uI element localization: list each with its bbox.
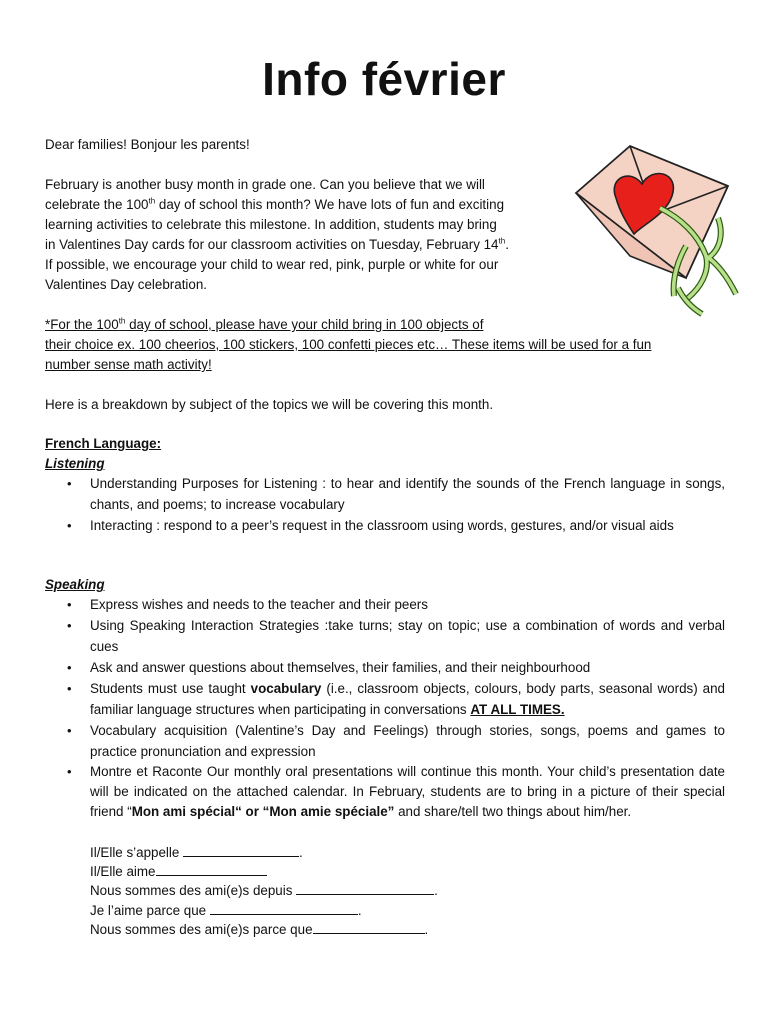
listening-heading: Listening [45,456,105,471]
intro-line-3: learning activities to celebrate this milestone. In addition, students may bring [45,217,497,232]
breakdown-text: Here is a breakdown by subject of the topics we will be covering this month. [45,397,494,412]
note-line-2: their choice ex. 100 cheerios, 100 stickers, 100 confetti pieces etc… These items will be used for a fun [45,337,652,352]
frame-line: Je l’aime parce que . [90,903,362,918]
intro-line-5: If possible, we encourage your child to wear red, pink, purple or white for our [45,257,499,272]
intro-line-1: February is another busy month in grade one. Can you believe that we will [45,177,485,192]
list-item: • Express wishes and needs to the teacher and their peers [45,594,725,615]
frame-line: Nous sommes des ami(e)s parce que . [90,922,429,937]
frame-line: Il/Elle s’appelle . [90,845,303,860]
intro-line-6: Valentines Day celebration. [45,277,208,292]
list-item: • Montre et Raconte Our monthly oral presentations will continue this month. Your child’s presentation date will be indicated on the attached calendar. In February, students are to bring in a picture of their special friend “Mon ami spécial“ or “Mon amie spéciale” and share/tell two things about him/her. [45,762,725,822]
listening-list [45,473,725,536]
frame-line: Il/Elle aime [90,862,267,882]
note-line-1: *For the 100th day of school, please have your child bring in 100 objects of [45,316,484,332]
list-item: • Understanding Purposes for Listening : to hear and identify the sounds of the French language in songs, chants, and poems; to increase vocabulary [45,473,725,515]
page-title: Info février [262,53,506,105]
intro-line-2: celebrate the 100th day of school this month? We have lots of fun and exciting [45,196,505,212]
speaking-list [45,594,725,822]
speaking-heading: Speaking [45,577,105,592]
list-item: • Using Speaking Interaction Strategies :take turns; stay on topic; use a combination of words and verbal cues [45,615,725,657]
greeting: Dear families! Bonjour les parents! [45,137,250,152]
note-line-3: number sense math activity! [45,357,212,372]
list-item: • Interacting : respond to a peer’s request in the classroom using words, gestures, and/or visual aids [45,515,725,536]
french-language-heading: French Language: [45,436,162,451]
valentine-envelope-icon [568,138,744,318]
list-item: • Vocabulary acquisition (Valentine’s Day and Feelings) through stories, songs, poems and games to practice pronunciation and expression [45,720,725,762]
at-all-times-emphasis: AT ALL TIMES. [470,702,565,717]
intro-line-4: in Valentines Day cards for our classroom activities on Tuesday, February 14th. [45,236,509,252]
frame-line: Nous sommes des ami(e)s depuis . [90,883,438,898]
list-item: • Ask and answer questions about themselves, their families, and their neighbourhood [45,657,725,678]
list-item: • Students must use taught vocabulary (i.e., classroom objects, colours, body parts, seasonal words) and familiar language structures when participating in conversations AT ALL TIMES. [45,678,725,720]
